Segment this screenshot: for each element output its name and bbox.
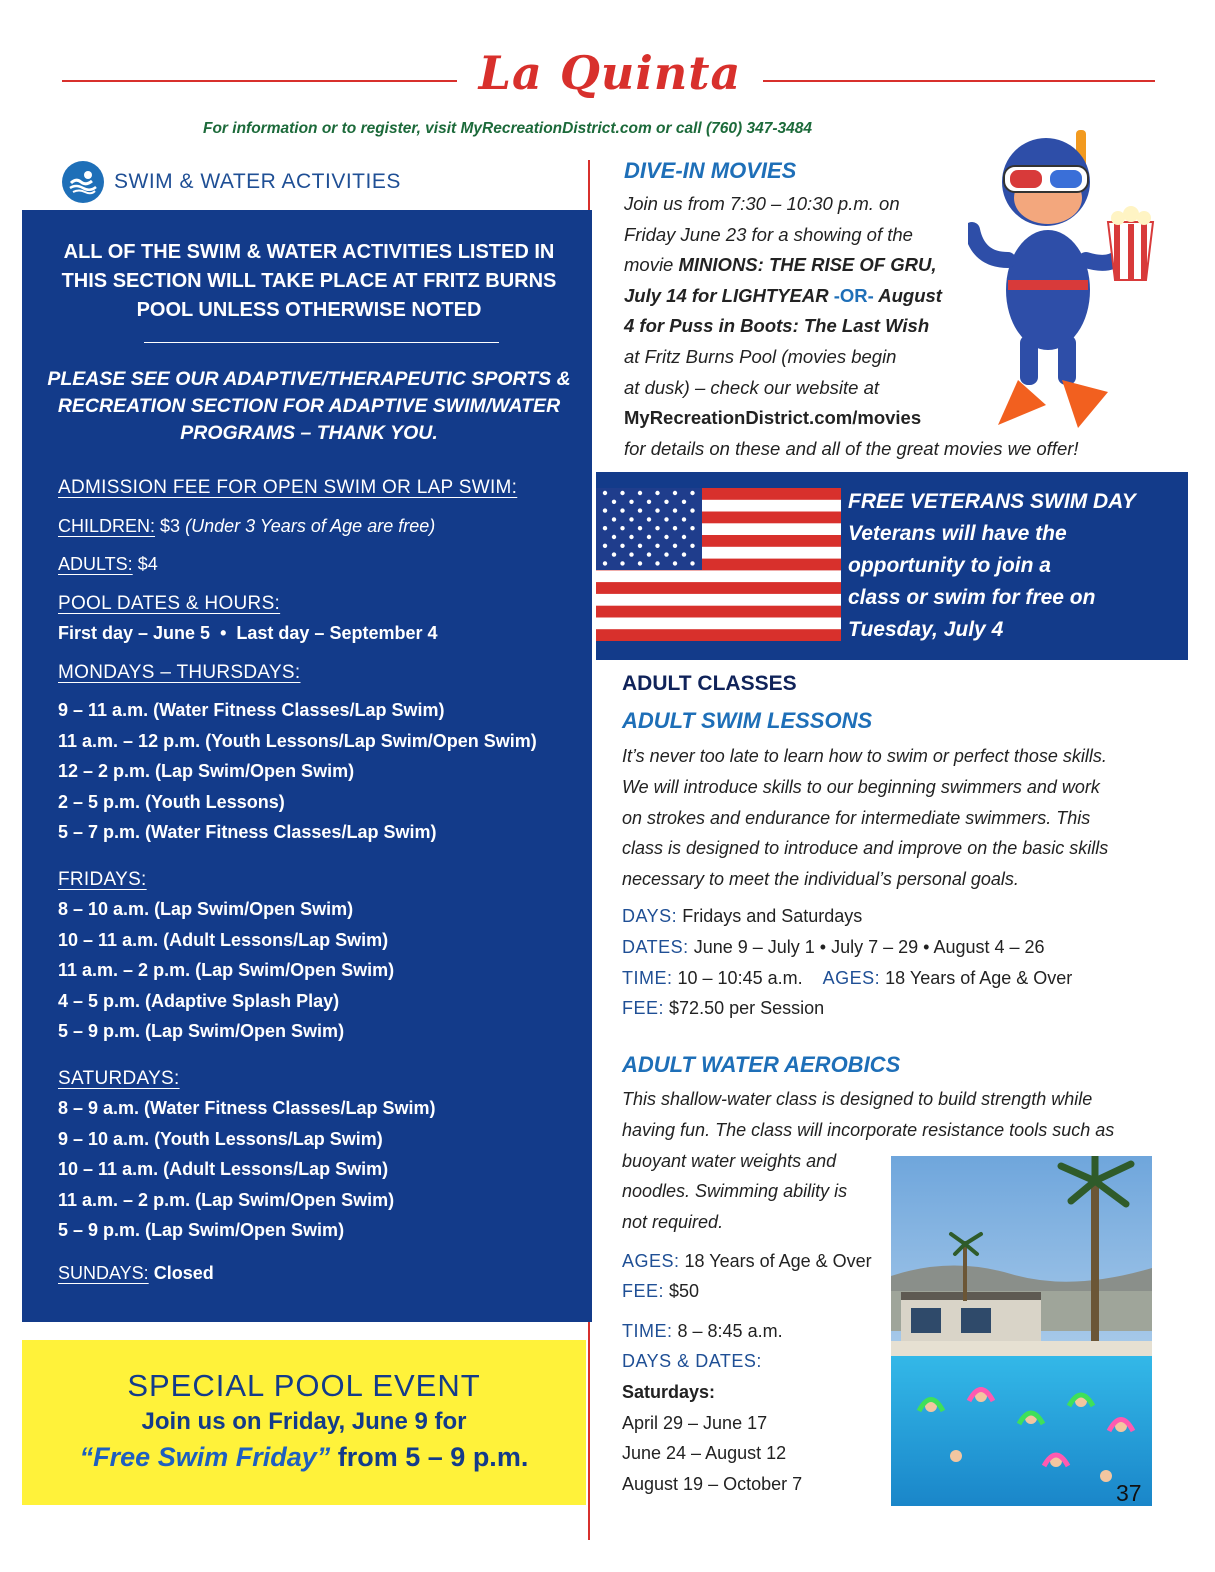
flag-star (682, 517, 686, 521)
dive-text: movie (624, 254, 679, 276)
flag-star (620, 526, 624, 530)
dive-line: at dusk) – check our website at (624, 376, 880, 398)
info-line: For information or to register, visit MyRecreationDistrict.com or call (760) 347-3484 (203, 120, 812, 137)
children-label: CHILDREN: (58, 515, 156, 536)
saturday-slot: 9 – 10 a.m. (Youth Lessons/Lap Swim) (58, 1128, 383, 1149)
panel-divider (144, 342, 499, 343)
flag-star (620, 508, 624, 512)
veterans-panel (596, 472, 1188, 660)
special-event-hours: from 5 – 9 p.m. (337, 1442, 529, 1472)
flag-star (655, 508, 659, 512)
aerobics-saturdays: Saturdays: (622, 1382, 716, 1402)
friday-slot: 8 – 10 a.m. (Lap Swim/Open Swim) (58, 899, 354, 919)
flag-star (664, 552, 668, 556)
flag-star (655, 544, 659, 548)
saturdays-heading: SATURDAYS: (58, 1067, 180, 1089)
para-line: We will introduce skills to our beginning swimmers and work (622, 776, 1100, 797)
flag-star (603, 544, 607, 548)
sundays-value: Closed (153, 1262, 214, 1283)
header-rule-left (62, 80, 457, 82)
movie-puss-in-boots: 4 for Puss in Boots: The Last Wish (624, 315, 930, 337)
flag-star (690, 526, 694, 530)
para-line: This shallow-water class is designed to build strength while (622, 1089, 1093, 1109)
flag-star (690, 561, 694, 565)
flag-star (603, 508, 607, 512)
para-line: having fun. The class will incorporate resistance tools such as (622, 1119, 1115, 1140)
location-notice: ALL OF THE SWIM & WATER ACTIVITIES LISTED IN THIS SECTION WILL TAKE PLACE AT FRITZ BURNS POOL UNLESS OTHERWISE NOTED (61, 241, 557, 321)
dive-in-movies-title: DIVE-IN MOVIES (624, 158, 797, 183)
veterans-line: opportunity to join a (848, 554, 1051, 577)
mon-thu-slot: 9 – 11 a.m. (Water Fitness Classes/Lap Swim) (58, 700, 445, 720)
mon-thu-slot: 12 – 2 p.m. (Lap Swim/Open Swim) (58, 761, 355, 781)
flag-star (655, 561, 659, 565)
water-aerobics-photo (891, 1156, 1152, 1506)
dive-text: August (873, 284, 942, 306)
flag-star (638, 508, 642, 512)
lessons-fee: FEE: $72.50 per Session (622, 998, 825, 1018)
para-line: necessary to meet the individual’s personal goals. (622, 869, 1019, 890)
diver-character-illustration (968, 130, 1168, 430)
movie-minions: MINIONS: THE RISE OF GRU, (678, 254, 937, 276)
first-day: First day – June 5 (58, 623, 211, 643)
header-rule-right (763, 80, 1155, 82)
friday-slot: 5 – 9 p.m. (Lap Swim/Open Swim) (58, 1021, 345, 1041)
last-day: Last day – September 4 (236, 623, 438, 643)
american-flag-icon (596, 488, 841, 641)
flag-star (603, 526, 607, 530)
swim-wave-icon (62, 161, 104, 203)
children-fee: $3 (160, 515, 181, 536)
saturday-slot: 11 a.m. – 2 p.m. (Lap Swim/Open Swim) (58, 1189, 395, 1210)
swim-section-header (62, 160, 401, 204)
flag-star (690, 491, 694, 495)
movies-url: MyRecreationDistrict.com/movies (624, 407, 922, 429)
aerobics-ages: AGES: 18 Years of Age & Over (622, 1251, 872, 1271)
friday-slot: 11 a.m. – 2 p.m. (Lap Swim/Open Swim) (58, 960, 395, 980)
aerobics-date-range: June 24 – August 12 (622, 1443, 787, 1463)
friday-slot: 4 – 5 p.m. (Adaptive Splash Play) (58, 990, 340, 1011)
dive-line: Friday June 23 for a showing of the (624, 223, 913, 245)
para-line: buoyant water weights and (622, 1150, 837, 1171)
flag-star (647, 535, 651, 539)
special-event-line: Join us on Friday, June 9 for (141, 1408, 467, 1435)
flag-star (655, 526, 659, 530)
flag-star (673, 508, 677, 512)
aerobics-time: TIME: 8 – 8:45 a.m. (622, 1321, 783, 1341)
friday-slot: 10 – 11 a.m. (Adult Lessons/Lap Swim) (58, 929, 389, 950)
flag-star (664, 500, 668, 504)
veterans-title: FREE VETERANS SWIM DAY (848, 490, 1136, 513)
free-swim-friday: “Free Swim Friday” (79, 1442, 331, 1472)
flag-star (682, 535, 686, 539)
flag-star (638, 526, 642, 530)
lessons-dates: DATES: June 9 – July 1 • July 7 – 29 • August 4 – 26 (622, 937, 1045, 957)
flag-star (647, 517, 651, 521)
adult-water-aerobics-title: ADULT WATER AEROBICS (622, 1052, 901, 1077)
aerobics-date-range: April 29 – June 17 (622, 1413, 768, 1433)
flag-star (638, 491, 642, 495)
para-line: class is designed to introduce and improve on the basic skills (622, 838, 1109, 859)
lessons-time-ages: TIME: 10 – 10:45 a.m. AGES: 18 Years of Age & Over (622, 968, 1073, 988)
flag-star (638, 544, 642, 548)
para-line: It’s never too late to learn how to swim or perfect those skills. (622, 746, 1107, 766)
flag-star (620, 561, 624, 565)
flag-star (620, 491, 624, 495)
flag-star (690, 508, 694, 512)
pool-schedule (58, 472, 583, 1288)
flag-star (647, 552, 651, 556)
flag-star (612, 500, 616, 504)
special-event-title: SPECIAL POOL EVENT (127, 1368, 481, 1403)
flag-star (629, 552, 633, 556)
flag-star (673, 561, 677, 565)
flag-star (629, 517, 633, 521)
adult-swim-lessons-title: ADULT SWIM LESSONS (622, 708, 873, 733)
saturday-slot: 5 – 9 p.m. (Lap Swim/Open Swim) (58, 1220, 345, 1240)
adults-label: ADULTS: (58, 554, 133, 574)
veterans-line: class or swim for free on (848, 586, 1096, 609)
flag-star (603, 491, 607, 495)
flag-star (629, 500, 633, 504)
page-title: La Quinta (478, 46, 742, 100)
dive-line: at Fritz Burns Pool (movies begin (624, 345, 897, 367)
veterans-line: Veterans will have the (848, 522, 1067, 545)
flag-star (690, 544, 694, 548)
flag-star (673, 526, 677, 530)
dive-line: for details on these and all of the great movies we offer! (624, 437, 1079, 459)
veterans-text (848, 486, 1178, 646)
special-event-time (22, 1442, 586, 1473)
adult-classes-heading: ADULT CLASSES (622, 672, 797, 695)
dive-line: Join us from 7:30 – 10:30 p.m. on (624, 193, 900, 214)
flag-star (629, 535, 633, 539)
adults-fee: $4 (137, 554, 158, 574)
flag-star (612, 517, 616, 521)
aerobics-fee: FEE: $50 (622, 1281, 700, 1301)
flag-star (682, 552, 686, 556)
flag-star (638, 561, 642, 565)
para-line: not required. (622, 1212, 724, 1233)
flag-star (612, 552, 616, 556)
bullet-sep: • (215, 623, 232, 643)
sundays-label: SUNDAYS: (58, 1262, 149, 1283)
swim-section-label: SWIM & WATER ACTIVITIES (114, 170, 401, 193)
page-number: 37 (1116, 1480, 1142, 1506)
para-line: noodles. Swimming ability is (622, 1181, 848, 1202)
children-note: (Under 3 Years of Age are free) (185, 515, 436, 536)
fridays-heading: FRIDAYS: (58, 868, 147, 890)
flag-star (655, 491, 659, 495)
lessons-days: DAYS: Fridays and Saturdays (622, 906, 863, 926)
movie-lightyear: July 14 for LIGHTYEAR (624, 284, 834, 306)
veterans-date: Tuesday, July 4 (848, 618, 1004, 641)
flag-star (673, 491, 677, 495)
saturday-slot: 8 – 9 a.m. (Water Fitness Classes/Lap Swim) (58, 1098, 436, 1118)
saturday-slot: 10 – 11 a.m. (Adult Lessons/Lap Swim) (58, 1159, 389, 1179)
adaptive-notice: PLEASE SEE OUR ADAPTIVE/THERAPEUTIC SPORTS & RECREATION SECTION FOR ADAPTIVE SWIM/WATER PROGRAMS – THANK YOU. (47, 368, 571, 444)
flag-star (612, 535, 616, 539)
aerobics-days-dates-label: DAYS & DATES: (622, 1351, 762, 1371)
flag-star (664, 517, 668, 521)
mon-thu-slot: 5 – 7 p.m. (Water Fitness Classes/Lap Swim) (58, 822, 437, 842)
pool-dates-heading: POOL DATES & HOURS: (58, 592, 281, 614)
flag-star (664, 535, 668, 539)
swim-info-panel (22, 210, 592, 1322)
adult-swim-lessons-description (622, 741, 1167, 895)
flag-star (682, 500, 686, 504)
aerobics-date-range: August 19 – October 7 (622, 1474, 803, 1494)
mon-thu-slot: 11 a.m. – 12 p.m. (Youth Lessons/Lap Swim/Open Swim) (58, 730, 537, 751)
flag-star (647, 500, 651, 504)
or-text: -OR- (833, 284, 874, 306)
mon-thu-slot: 2 – 5 p.m. (Youth Lessons) (58, 791, 285, 812)
special-event-box (22, 1340, 586, 1505)
admission-heading: ADMISSION FEE FOR OPEN SWIM OR LAP SWIM: (58, 477, 518, 498)
flag-star (673, 544, 677, 548)
mon-thu-heading: MONDAYS – THURSDAYS: (58, 661, 301, 683)
flag-star (603, 561, 607, 565)
para-line: on strokes and endurance for intermediate swimmers. This (622, 807, 1091, 828)
flag-star (620, 544, 624, 548)
